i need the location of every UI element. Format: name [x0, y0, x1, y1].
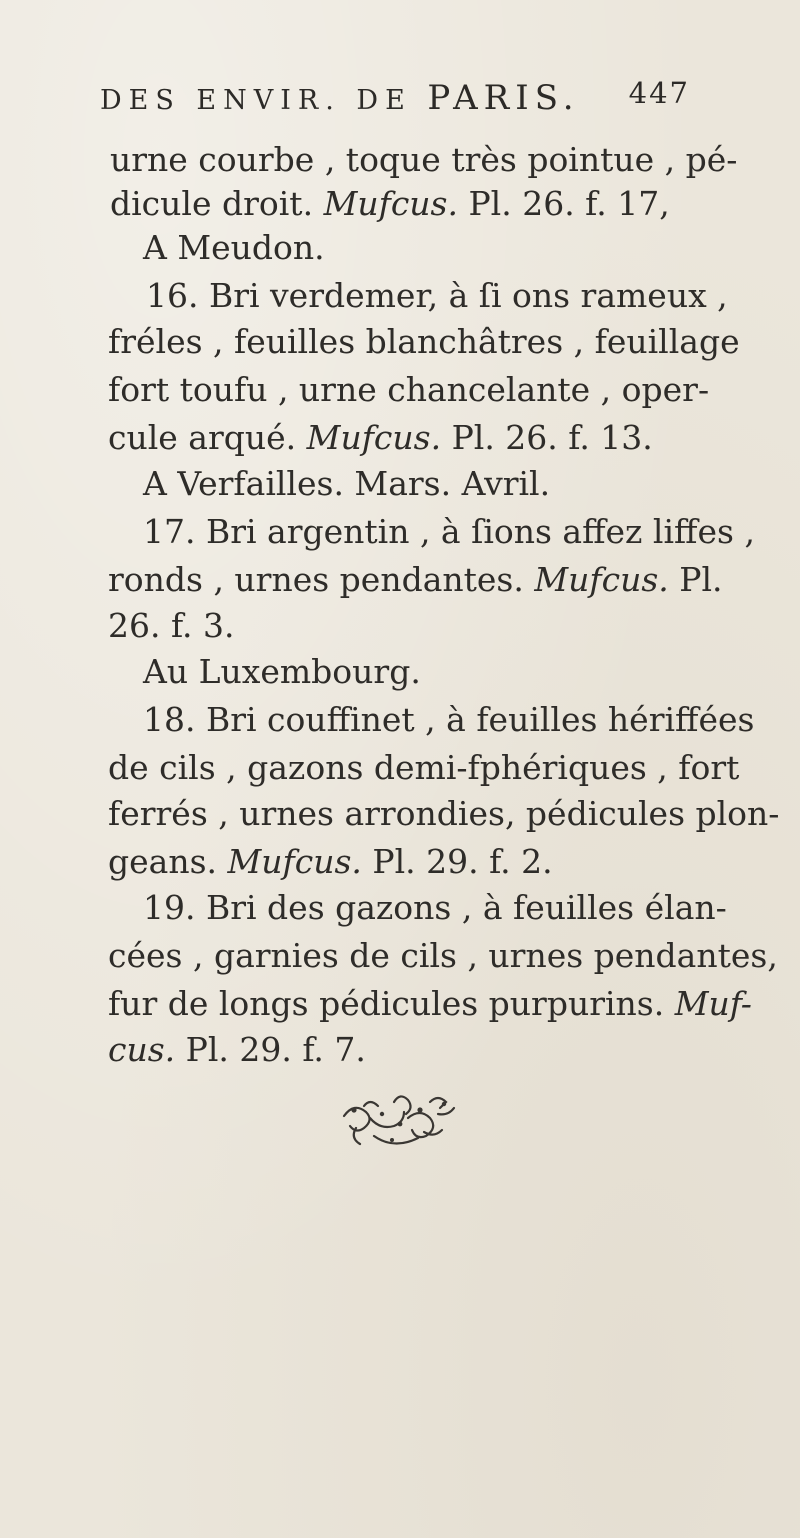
text-line: [143, 652, 421, 692]
text-line: [108, 748, 739, 788]
italic-citation: Mufcus.: [534, 560, 669, 599]
text-segment: Pl.: [668, 560, 723, 599]
text-segment: ferrés , urnes arrondies, pédicules plon-: [108, 794, 780, 833]
text-segment: 16. Bri verdemer, à ſi ons rameux ,: [146, 276, 728, 315]
text-line: [108, 1030, 366, 1070]
text-line: [108, 984, 752, 1024]
text-line: [110, 184, 670, 224]
italic-citation: Mufcus.: [227, 842, 362, 881]
text-line: [143, 464, 550, 504]
text-segment: de cils , gazons demi-fphériques , fort: [108, 748, 740, 787]
text-segment: Pl. 29. f. 2.: [361, 842, 553, 881]
text-line: [108, 794, 779, 834]
italic-citation: Muf-: [674, 984, 752, 1023]
text-line: [143, 512, 755, 552]
italic-citation: Mufcus.: [306, 418, 442, 457]
italic-citation: Mufcus.: [323, 184, 458, 223]
text-segment: fréles , feuilles blanchâtres , feuillage: [108, 322, 740, 361]
text-line: [143, 228, 325, 268]
text-segment: ronds , urnes pendantes.: [108, 560, 535, 599]
text-segment: geans.: [108, 842, 228, 881]
text-line: [143, 700, 754, 740]
text-segment: Au Luxembourg.: [143, 652, 421, 691]
text-line: [108, 606, 234, 646]
text-segment: A Verfailles. Mars. Avril.: [143, 464, 551, 503]
text-line: [143, 888, 727, 928]
text-line: [108, 370, 709, 410]
text-line: [110, 140, 737, 180]
text-segment: 19. Bri des gazons , à feuilles élan-: [143, 888, 727, 927]
text-line: [108, 936, 778, 976]
running-title-paris: PARIS.: [427, 78, 580, 118]
running-title: DES ENVIR. DE: [100, 85, 428, 116]
text-segment: 18. Bri couffinet , à feuilles hériffées: [143, 700, 755, 739]
text-segment: 26. f. 3.: [108, 606, 235, 645]
printer-fleuron-icon: [334, 1088, 464, 1158]
text-line: [108, 322, 740, 362]
running-header: [100, 78, 690, 118]
text-line: [108, 560, 723, 600]
text-segment: fur de longs pédicules purpurins.: [108, 984, 675, 1023]
text-segment: Pl. 26. f. 17,: [457, 184, 670, 223]
text-segment: 17. Bri argentin , à ſions affez liffes ,: [143, 512, 755, 551]
italic-citation: cus.: [108, 1030, 176, 1069]
text-segment: urne courbe , toque très pointue , pé-: [110, 140, 738, 179]
text-line: [108, 418, 653, 458]
text-segment: Pl. 26. f. 13.: [441, 418, 653, 457]
text-segment: fort toufu , urne chancelante , oper-: [108, 370, 710, 409]
text-segment: dicule droit.: [110, 184, 324, 223]
page-number: 447: [628, 76, 690, 110]
text-segment: cées , garnies de cils , urnes pendantes,: [108, 936, 778, 975]
text-segment: cule arqué.: [108, 418, 307, 457]
text-line: [146, 276, 728, 316]
text-line: [108, 842, 553, 882]
text-segment: Pl. 29. f. 7.: [175, 1030, 366, 1069]
text-segment: A Meudon.: [143, 228, 325, 267]
